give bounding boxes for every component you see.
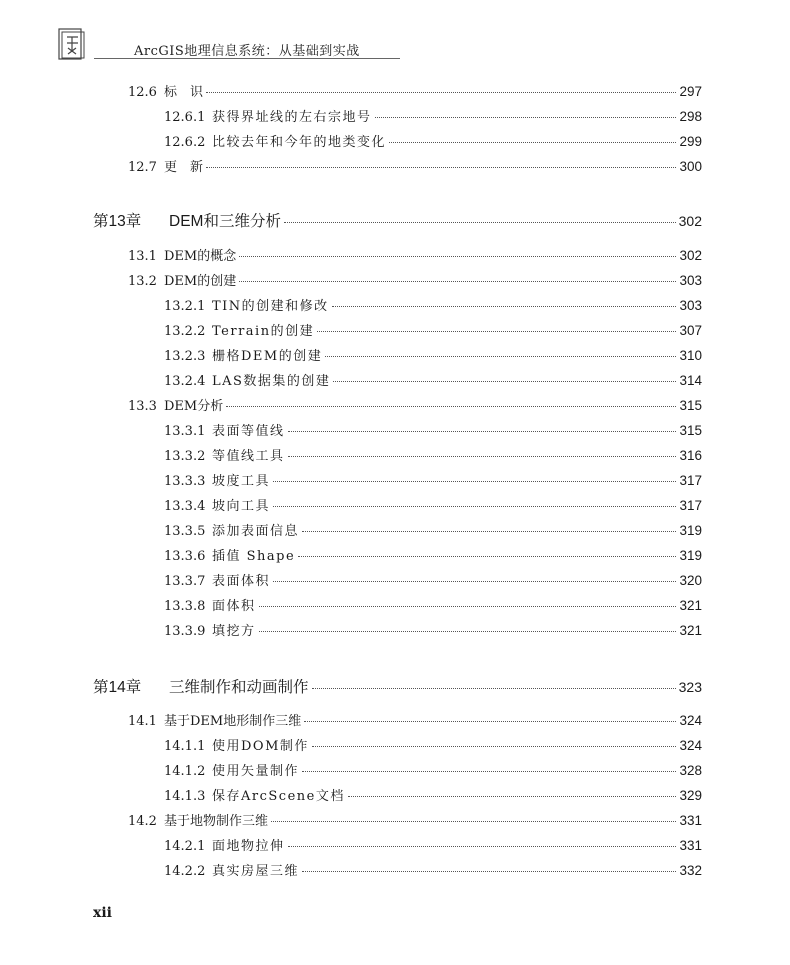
dot-leader (259, 606, 677, 607)
dot-leader (284, 222, 676, 223)
toc-entry-14-1[interactable] (128, 710, 702, 732)
entry-number: 13.3.9 (164, 624, 206, 639)
toc-entry-14-2-1[interactable] (164, 835, 702, 857)
entry-number: 12.7 (128, 160, 157, 175)
toc-entry-12-6-2[interactable] (164, 131, 702, 153)
dot-leader (273, 481, 676, 482)
entry-page: 302 (678, 213, 702, 229)
entry-number: 14.1 (128, 714, 157, 729)
entry-page: 319 (679, 523, 702, 538)
chapter-number: 第13章 (93, 213, 142, 230)
dot-leader (273, 506, 676, 507)
dot-leader (259, 631, 677, 632)
dot-leader (302, 871, 676, 872)
entry-title: 添加表面信息 (212, 524, 300, 539)
entry-number: 14.1.1 (164, 739, 206, 754)
dot-leader (206, 92, 676, 93)
dot-leader (304, 721, 676, 722)
dot-leader (288, 431, 677, 432)
entry-title: DEM的概念 (164, 249, 237, 264)
entry-number: 13.3.3 (164, 474, 206, 489)
toc-entry-13-3-8[interactable] (164, 595, 702, 617)
entry-page: 329 (679, 788, 702, 803)
entry-page: 321 (679, 623, 702, 638)
entry-number: 13.3.7 (164, 574, 206, 589)
entry-page: 324 (679, 738, 702, 753)
entry-title: 使用矢量制作 (212, 764, 300, 779)
dot-leader (389, 142, 676, 143)
toc-entry-13-3-9[interactable] (164, 620, 702, 642)
entry-page: 300 (679, 159, 702, 174)
dot-leader (302, 771, 676, 772)
dot-leader (288, 456, 677, 457)
entry-number: 14.2.2 (164, 864, 206, 879)
entry-page: 324 (679, 713, 702, 728)
entry-number: 12.6.1 (164, 110, 206, 125)
entry-page: 298 (679, 109, 702, 124)
entry-number: 13.2.1 (164, 299, 206, 314)
entry-title: 插值 Shape (212, 549, 296, 564)
entry-page: 323 (678, 679, 702, 695)
entry-number: 13.2.4 (164, 374, 206, 389)
entry-title: Terrain的创建 (212, 324, 315, 339)
entry-page: 317 (679, 473, 702, 488)
entry-number: 13.2.2 (164, 324, 206, 339)
entry-page: 315 (679, 398, 702, 413)
entry-title: 真实房屋三维 (212, 864, 300, 879)
dot-leader (206, 167, 676, 168)
dot-leader (288, 846, 677, 847)
page-folio: xii (93, 905, 112, 921)
dot-leader (239, 256, 676, 257)
toc-entry-14-2[interactable] (128, 810, 702, 832)
entry-title: 表面体积 (212, 574, 271, 589)
dot-leader (333, 381, 676, 382)
dot-leader (375, 117, 677, 118)
entry-title: DEM的创建 (164, 274, 237, 289)
entry-number: 12.6 (128, 85, 157, 100)
entry-title: 基于地物制作三维 (164, 814, 269, 829)
toc-entry-14-1-1[interactable] (164, 735, 702, 757)
running-header-title: ArcGIS地理信息系统：从基础到实战 (134, 44, 360, 59)
toc-entry-13-2-3[interactable] (164, 345, 702, 367)
entry-number: 14.2.1 (164, 839, 206, 854)
entry-page: 317 (679, 498, 702, 513)
entry-title: 坡向工具 (212, 499, 271, 514)
dot-leader (302, 531, 676, 532)
toc-entry-13-3-5[interactable] (164, 520, 702, 542)
entry-number: 13.3.2 (164, 449, 206, 464)
toc-entry-13-2[interactable] (128, 270, 702, 292)
chapter-title: DEM和三维分析 (169, 213, 281, 230)
entry-page: 328 (679, 763, 702, 778)
dot-leader (298, 556, 676, 557)
dot-leader (332, 306, 677, 307)
toc-entry-13-3-4[interactable] (164, 495, 702, 517)
entry-title: DEM分析 (164, 399, 224, 414)
toc-entry-13-3-7[interactable] (164, 570, 702, 592)
entry-page: 302 (679, 248, 702, 263)
entry-page: 331 (679, 838, 702, 853)
entry-number: 13.3.1 (164, 424, 206, 439)
toc-entry-13-2-4[interactable] (164, 370, 702, 392)
entry-number: 14.1.2 (164, 764, 206, 779)
entry-title: 填挖方 (212, 624, 256, 639)
toc-entry-13-2-1[interactable] (164, 295, 702, 317)
dot-leader (312, 688, 676, 689)
entry-page: 331 (679, 813, 702, 828)
entry-page: 297 (679, 84, 702, 99)
entry-page: 332 (679, 863, 702, 878)
entry-number: 13.2.3 (164, 349, 206, 364)
entry-page: 303 (679, 273, 702, 288)
entry-number: 13.3.4 (164, 499, 206, 514)
toc-entry-12-6-1[interactable] (164, 106, 702, 128)
entry-number: 13.1 (128, 249, 157, 264)
entry-page: 320 (679, 573, 702, 588)
entry-title: 保存ArcScene文档 (212, 789, 345, 804)
dot-leader (271, 821, 676, 822)
entry-number: 14.2 (128, 814, 157, 829)
toc-entry-13-2-2[interactable] (164, 320, 702, 342)
toc-entry-14-1-2[interactable] (164, 760, 702, 782)
toc-entry-13-3-3[interactable] (164, 470, 702, 492)
entry-number: 14.1.3 (164, 789, 206, 804)
entry-page: 316 (679, 448, 702, 463)
chapter-number: 第14章 (93, 679, 142, 696)
dot-leader (312, 746, 677, 747)
toc-entry-13-3-6[interactable] (164, 545, 702, 567)
entry-title: 使用DOM制作 (212, 739, 309, 754)
entry-title: 面地物拉伸 (212, 839, 285, 854)
entry-title: 表面等值线 (212, 424, 285, 439)
toc-entry-13-1[interactable] (128, 245, 702, 267)
dot-leader (239, 281, 676, 282)
toc-entry-12-7[interactable] (128, 156, 702, 178)
entry-title: 标 识 (164, 85, 204, 100)
dot-leader (348, 796, 677, 797)
entry-title: 等值线工具 (212, 449, 285, 464)
entry-number: 13.2 (128, 274, 157, 289)
toc-chapter-13[interactable] (93, 209, 702, 235)
entry-page: 303 (679, 298, 702, 313)
dot-leader (273, 581, 676, 582)
entry-page: 319 (679, 548, 702, 563)
entry-number: 13.3 (128, 399, 157, 414)
entry-page: 314 (679, 373, 702, 388)
toc-entry-13-3[interactable] (128, 395, 702, 417)
entry-title: TIN的创建和修改 (212, 299, 329, 314)
entry-title: 基于DEM地形制作三维 (164, 714, 302, 729)
chapter-title: 三维制作和动画制作 (169, 679, 309, 696)
entry-title: 面体积 (212, 599, 256, 614)
entry-page: 307 (679, 323, 702, 338)
entry-number: 13.3.6 (164, 549, 206, 564)
entry-number: 13.3.5 (164, 524, 206, 539)
entry-title: 比较去年和今年的地类变化 (212, 135, 387, 150)
toc-entry-14-1-3[interactable] (164, 785, 702, 807)
toc-entry-12-6[interactable] (128, 81, 702, 103)
entry-title: 获得界址线的左右宗地号 (212, 110, 372, 125)
toc-chapter-14[interactable] (93, 675, 702, 701)
entry-title: LAS数据集的创建 (212, 374, 331, 389)
entry-title: 坡度工具 (212, 474, 271, 489)
entry-page: 321 (679, 598, 702, 613)
entry-number: 13.3.8 (164, 599, 206, 614)
entry-page: 299 (679, 134, 702, 149)
toc-entry-13-3-2[interactable] (164, 445, 702, 467)
entry-title: 更 新 (164, 160, 204, 175)
entry-number: 12.6.2 (164, 135, 206, 150)
dot-leader (317, 331, 676, 332)
entry-page: 310 (679, 348, 702, 363)
dot-leader (325, 356, 676, 357)
toc-entry-14-2-2[interactable] (164, 860, 702, 882)
entry-title: 栅格DEM的创建 (212, 349, 323, 364)
toc-entry-13-3-1[interactable] (164, 420, 702, 442)
entry-page: 315 (679, 423, 702, 438)
dot-leader (226, 406, 676, 407)
